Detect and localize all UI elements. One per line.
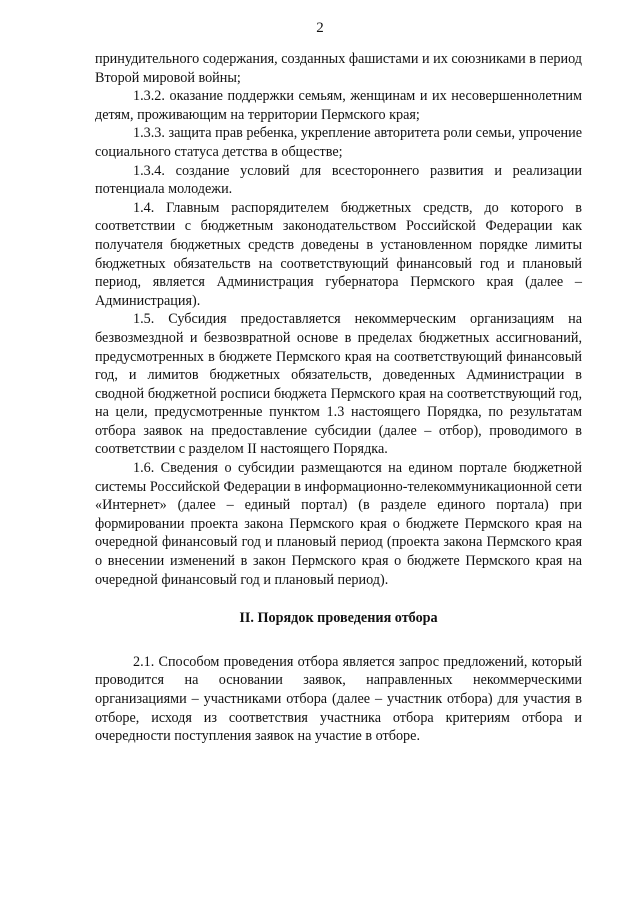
paragraph-1-3-2: 1.3.2. оказание поддержки семьям, женщинам и их несовершеннолетним детям, проживающим на территории Пермского края; [95,88,582,123]
paragraph-1-4: 1.4. Главным распорядителем бюджетных средств, до которого в соответствии с бюджетным законодательством Российской Федерации как получателя бюджетных средств доведены в установленном порядке лимиты бюджетных обязательств на соответствующий финансовый год и плановый период, является Администрация губернатора Пермского края (далее – Администрация). [95,199,582,309]
page-number: 2 [316,20,324,36]
paragraph-1-3-4: 1.3.4. создание условий для всестороннего развития и реализации потенциала молодежи. [95,162,582,198]
paragraph-2-1: 2.1. Способом проведения отбора является запрос предложений, который проводится на основании заявок, направленных некоммерческими организациями – участниками отбора (далее – участник отбора) для участия в отборе, исходя из соответствия участника отбора критериям отбора и очередности поступления заявок на участие в отборе. [95,653,582,745]
paragraph-1-6: 1.6. Сведения о субсидии размещаются на едином портале бюджетной системы Российской Федерации в информационно-телекоммуникационной сети «Интернет» (далее – единый портал) (в разделе единого портала) при формировании проекта закона Пермского края о бюджете Пермского края на очередной финансовый год и плановый период (проекта закона Пермского края о внесении изменений в закон Пермского края о бюджете Пермского края на очередной финансовый год и плановый период). [95,460,582,588]
paragraph-continuation: принудительного содержания, созданных фашистами и их союзниками в период Второй мировой войны; [95,51,582,86]
paragraph-1-5: 1.5. Субсидия предоставляется некоммерческим организациям на безвозмездной и безвозвратной основе в пределах бюджетных ассигнований, предусмотренных в бюджете Пермского края на соответствующий финансовый год, и лимитов бюджетных обязательств, доведенных Администрации в сводной бюджетной росписи бюджета Пермского края на соответствующий год, на цели, предусмотренные пунктом 1.3 настоящего Порядка, по результатам отбора заявок на предоставление субсидии (далее – отбор), проводимого в соответствии с разделом II настоящего Порядка. [95,311,582,458]
section-heading: II. Порядок проведения отбора [239,610,438,627]
paragraph-1-3-3: 1.3.3. защита прав ребенка, укрепление авторитета роли семьи, упрочение социального статуса детства в обществе; [95,125,582,160]
document-body [95,50,582,746]
